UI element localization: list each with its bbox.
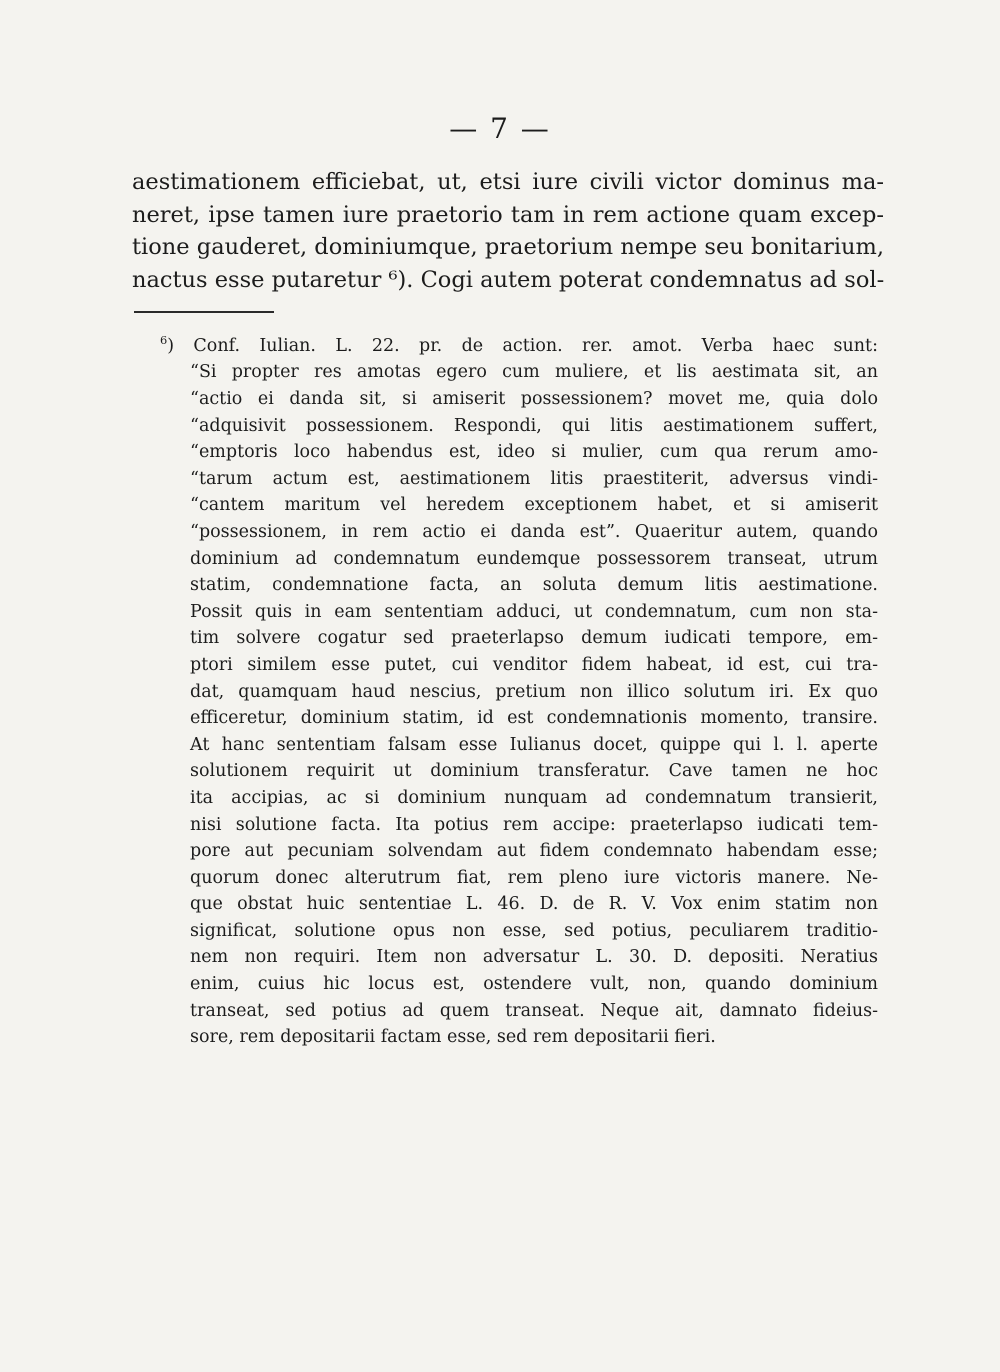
footnote-line: ptori similem esse putet, cui venditor fidem habeat, id est, cui tra- bbox=[190, 654, 878, 675]
footnote-line: Possit quis in eam sententiam adduci, ut condemnatum, cum non sta- bbox=[190, 601, 878, 622]
footnote-line: transeat, sed potius ad quem transeat. Neque ait, damnato fideius- bbox=[190, 1000, 878, 1021]
text-line: aestimationem efficiebat, ut, etsi iure civili victor dominus ma- bbox=[132, 169, 884, 195]
text-line: nactus esse putaretur ⁶). Cogi autem poterat condemnatus ad sol- bbox=[132, 266, 884, 293]
footnote-rule bbox=[134, 311, 274, 313]
footnote-line: pore aut pecuniam solvendam aut fidem condemnato habendam esse; bbox=[190, 841, 878, 862]
footnote-line: “tarum actum est, aestimationem litis praestiterit, adversus vindi- bbox=[190, 468, 878, 489]
footnote-line: dominium ad condemnatum eundemque possessorem transeat, utrum bbox=[190, 548, 878, 569]
footnote-line: ita accipias, ac si dominium nunquam ad condemnatum transierit, bbox=[190, 787, 878, 808]
footnote bbox=[160, 327, 878, 1051]
text-line: neret, ipse tamen iure praetorio tam in rem actione quam excep- bbox=[132, 201, 884, 228]
footnote-line: statim, condemnatione facta, an soluta demum litis aestimatione. bbox=[190, 575, 878, 596]
footnote-line: sore, rem depositarii factam esse, sed rem depositarii fieri. bbox=[190, 1027, 716, 1048]
footnote-line: “emptoris loco habendus est, ideo si mulier, cum qua rerum amo- bbox=[190, 442, 878, 463]
text-line: tione gauderet, dominiumque, praetorium nempe seu bonitarium, bbox=[132, 234, 884, 260]
footnote-line: quorum donec alterutrum fiat, rem pleno iure victoris manere. Ne- bbox=[190, 867, 878, 888]
footnote-line: “actio ei danda sit, si amiserit possessionem? movet me, quia dolo bbox=[190, 389, 878, 410]
footnote-line: solutionem requirit ut dominium transferatur. Cave tamen ne hoc bbox=[190, 761, 878, 782]
footnote-line: significat, solutione opus non esse, sed potius, peculiarem traditio- bbox=[190, 920, 878, 941]
footnote-line: tim solvere cogatur sed praeterlapso demum iudicati tempore, em- bbox=[190, 628, 878, 649]
footnote-line: enim, cuius hic locus est, ostendere vult, non, quando dominium bbox=[190, 974, 878, 995]
footnote-line: que obstat huic sententiae L. 46. D. de R. V. Vox enim statim non bbox=[190, 894, 878, 915]
page-number: — 7 — bbox=[449, 112, 551, 145]
footnote-line: nem non requiri. Item non adversatur L. 30. D. depositi. Neratius bbox=[190, 947, 878, 968]
footnote-line: “Si propter res amotas egero cum muliere, et lis aestimata sit, an bbox=[190, 362, 878, 383]
footnote-line: At hanc sententiam falsam esse Iulianus docet, quippe qui l. l. aperte bbox=[190, 734, 878, 755]
footnote-line: “possessionem, in rem actio ei danda est”. Quaeritur autem, quando bbox=[190, 521, 878, 542]
footnote-line-text: ) Conf. Iulian. L. 22. pr. de action. rer. amot. Verba haec sunt: bbox=[167, 335, 878, 356]
footnote-line bbox=[160, 327, 878, 359]
footnote-line: “cantem maritum vel heredem exceptionem habet, et si amiserit bbox=[190, 495, 878, 516]
footnote-line: “adquisivit possessionem. Respondi, qui litis aestimationem suffert, bbox=[190, 415, 878, 436]
footnote-marker: 6 bbox=[160, 333, 168, 347]
footnote-line: efficeretur, dominium statim, id est condemnationis momento, transire. bbox=[190, 708, 878, 729]
main-text bbox=[132, 166, 884, 296]
footnote-line: dat, quamquam haud nescius, pretium non illico solutum iri. Ex quo bbox=[190, 681, 878, 702]
footnote-line: nisi solutione facta. Ita potius rem accipe: praeterlapso iudicati tem- bbox=[190, 814, 878, 835]
